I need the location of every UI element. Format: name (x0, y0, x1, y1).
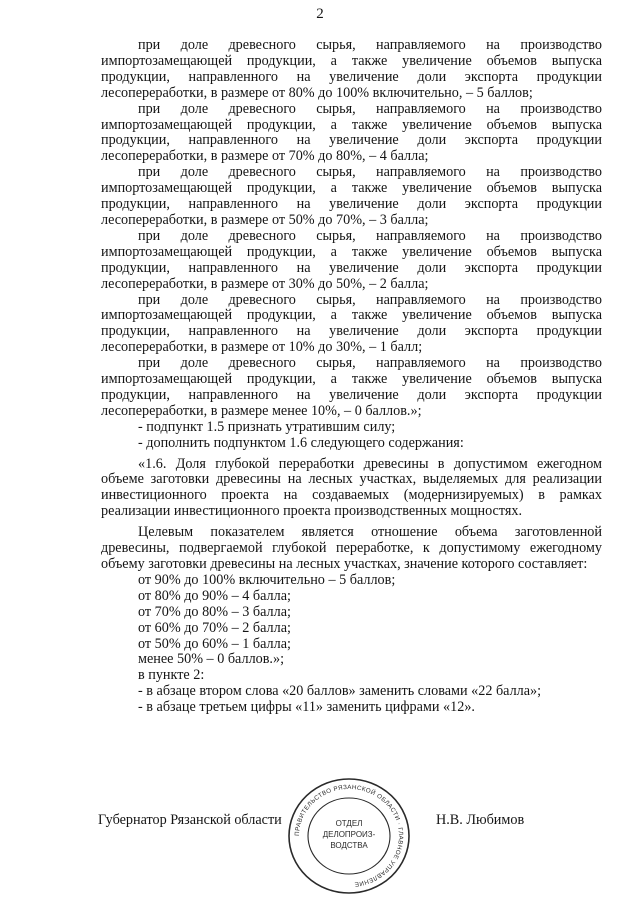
score-line: менее 50% – 0 баллов.»; (138, 651, 285, 668)
signatory-name: Н.В. Любимов (436, 812, 525, 828)
score-paragraph-5: при доле древесного сырья, направляемого на производство импортозамещающей продукции, а также увеличение объемов выпуска продукции, направленного на увеличение доли экспорта продукции лесопереработки, в размере от 10% до 30%, – 1 балл; (101, 291, 602, 356)
signatory-title: Губернатор Рязанской области (98, 812, 282, 828)
stamp-center-line: ОТДЕЛ (335, 819, 363, 828)
score-list (101, 573, 602, 668)
score-line: от 60% до 70% – 2 балла; (138, 619, 291, 636)
score-line: от 80% до 90% – 4 балла; (138, 587, 291, 604)
point-2-heading: в пункте 2: (138, 667, 205, 684)
stamp-ring-text: ПРАВИТЕЛЬСТВО РЯЗАНСКОЙ ОБЛАСТИ · ГЛАВНОЕ УПРАВЛЕНИЕ (293, 783, 405, 888)
score-paragraph-6: при доле древесного сырья, направляемого на производство импортозамещающей продукции, а также увеличение объемов выпуска продукции, направленного на увеличение доли экспорта продукции лесопереработки, в размере менее 10%, – 0 баллов.»; (101, 355, 602, 419)
new-subitem-1-6: «1.6. Доля глубокой переработки древесины в допустимом ежегодном объеме заготовки древесины на лесных участках, выделяемых для реализации инвестиционного проекта на создаваемых (модернизируемых) в рамках реализации инвестиционного проекта производственных мощностях. (101, 455, 602, 520)
document-body (101, 38, 602, 716)
score-line: от 70% до 80% – 3 балла; (138, 603, 291, 620)
target-indicator-paragraph: Целевым показателем является отношение объема заготовленной древесины, подвергаемой глубокой переработке, к допустимому ежегодному объему заготовки древесины на лесных участках, значение которого составляет: (101, 524, 602, 572)
score-line: от 90% до 100% включительно – 5 баллов; (138, 571, 396, 588)
official-stamp (285, 776, 413, 896)
score-paragraph-3: при доле древесного сырья, направляемого на производство импортозамещающей продукции, а также увеличение объемов выпуска продукции, направленного на увеличение доли экспорта продукции лесопереработки, в размере от 50% до 70%, – 3 балла; (101, 164, 602, 228)
point-2-item: - в абзаце третьем цифры «11» заменить цифрами «12». (138, 699, 475, 716)
score-paragraph-1: при доле древесного сырья, направляемого на производство импортозамещающей продукции, а также увеличение объемов выпуска продукции, направленного на увеличение доли экспорта продукции лесопереработки, в размере от 80% до 100% включительно, – 5 баллов; (101, 37, 602, 101)
instruction-repeal: - подпункт 1.5 признать утратившим силу; (138, 418, 396, 435)
point-2-item: - в абзаце втором слова «20 баллов» заменить словами «22 балла»; (138, 683, 542, 700)
score-line: от 50% до 60% – 1 балла; (138, 635, 291, 652)
stamp-center-line: ДЕЛОПРОИЗ- (322, 830, 376, 839)
page-number: 2 (316, 6, 324, 22)
score-paragraph-4: при доле древесного сырья, направляемого на производство импортозамещающей продукции, а также увеличение объемов выпуска продукции, направленного на увеличение доли экспорта продукции лесопереработки, в размере от 30% до 50%, – 2 балла; (101, 227, 602, 292)
instruction-add: - дополнить подпунктом 1.6 следующего содержания: (138, 434, 464, 451)
score-paragraph-2: при доле древесного сырья, направляемого на производство импортозамещающей продукции, а также увеличение объемов выпуска продукции, направленного на увеличение доли экспорта продукции лесопереработки, в размере от 70% до 80%, – 4 балла; (101, 100, 602, 165)
stamp-center-line: ВОДСТВА (330, 841, 368, 850)
